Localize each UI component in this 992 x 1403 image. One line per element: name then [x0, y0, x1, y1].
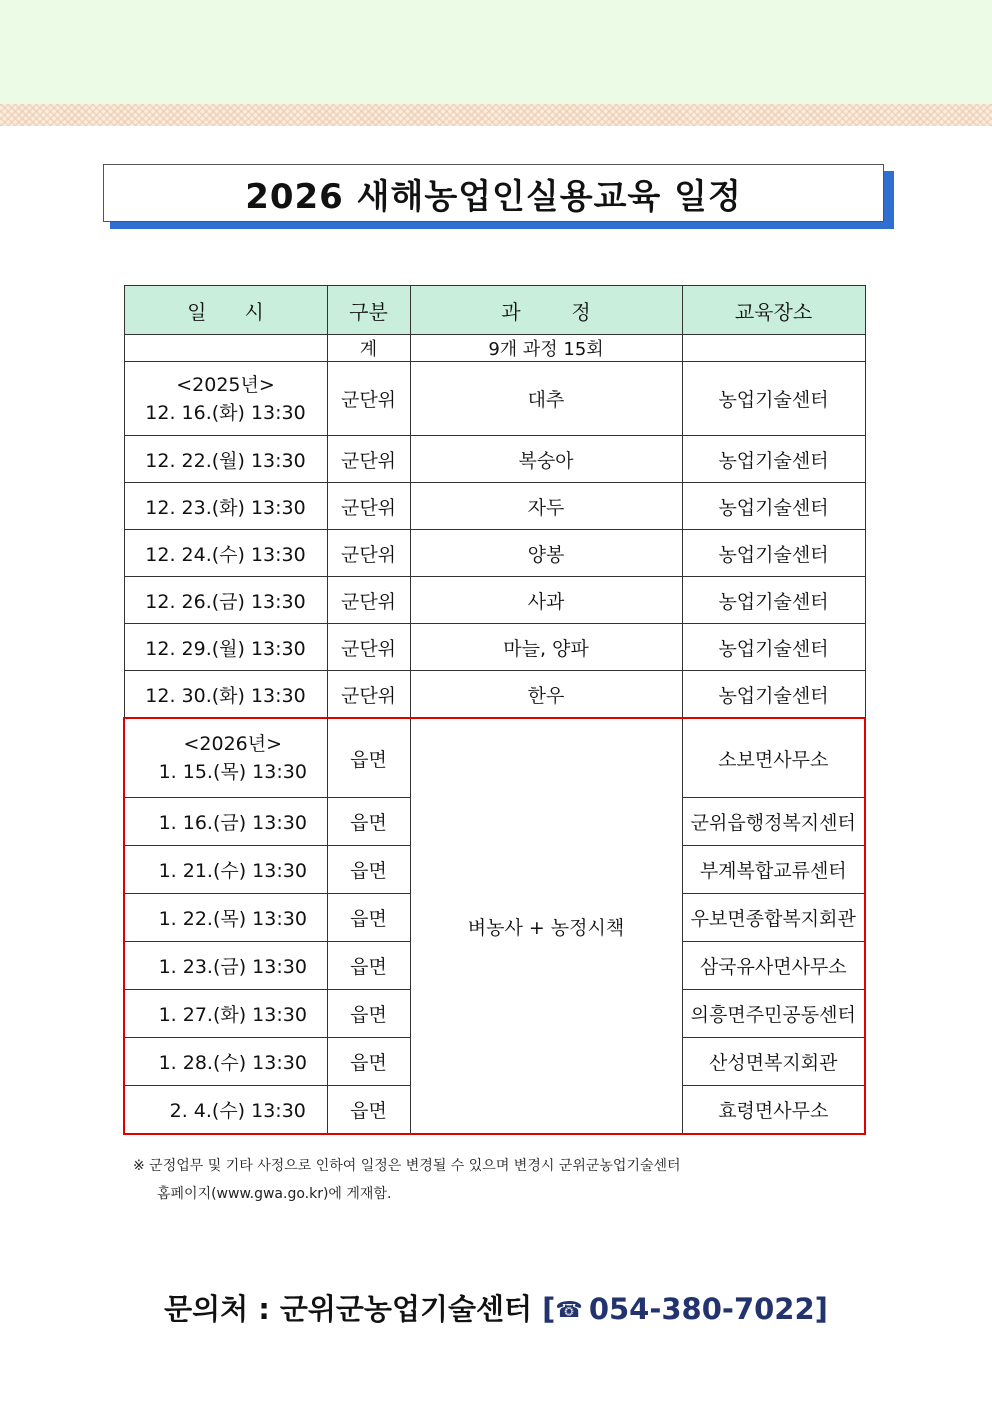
bracket-open: [: [542, 1292, 556, 1326]
top-pattern-strip: [0, 104, 992, 126]
type-cell: 군단위: [327, 436, 410, 483]
place-cell: 산성면복지회관: [682, 1038, 865, 1086]
type-cell: 읍면: [327, 1038, 410, 1086]
date-text: 1. 15.(목) 13:30: [158, 761, 307, 783]
date-cell: [124, 362, 327, 436]
type-cell: 읍면: [327, 718, 410, 798]
phone-number: 054-380-7022: [588, 1292, 815, 1326]
table-row: [124, 624, 865, 671]
date-cell: 12. 29.(월) 13:30: [124, 624, 327, 671]
date-cell: [124, 718, 327, 798]
title-box: [103, 164, 884, 222]
table-row: [124, 577, 865, 624]
type-cell: 군단위: [327, 483, 410, 530]
date-cell: 1. 27.(화) 13:30: [124, 990, 327, 1038]
date-text: 12. 16.(화) 13:30: [145, 401, 306, 424]
place-cell: 농업기술센터: [682, 362, 865, 436]
footnote-line-2: 홈페이지(www.gwa.go.kr)에 게재함.: [157, 1186, 392, 1202]
summary-date: [124, 335, 327, 362]
page-title: 2026 새해농업인실용교육 일정: [245, 176, 742, 217]
table-row: [124, 530, 865, 577]
place-cell: 효령면사무소: [682, 1086, 865, 1135]
table-row: [124, 718, 865, 798]
date-cell: 1. 23.(금) 13:30: [124, 942, 327, 990]
type-cell: 군단위: [327, 671, 410, 719]
course-cell: 마늘, 양파: [410, 624, 682, 671]
date-cell: 1. 21.(수) 13:30: [124, 846, 327, 894]
date-cell: 12. 30.(화) 13:30: [124, 671, 327, 719]
header-type: 구분: [327, 286, 410, 335]
footnote: [133, 1152, 893, 1208]
type-cell: 군단위: [327, 624, 410, 671]
table-row: [124, 483, 865, 530]
place-cell: 군위읍행정복지센터: [682, 798, 865, 846]
place-cell: 농업기술센터: [682, 483, 865, 530]
date-cell: 12. 22.(월) 13:30: [124, 436, 327, 483]
date-cell: 12. 26.(금) 13:30: [124, 577, 327, 624]
date-cell: 2. 4.(수) 13:30: [124, 1086, 327, 1135]
place-cell: 농업기술센터: [682, 530, 865, 577]
date-cell: 1. 22.(목) 13:30: [124, 894, 327, 942]
date-cell: 1. 16.(금) 13:30: [124, 798, 327, 846]
place-cell: 삼국유사면사무소: [682, 942, 865, 990]
place-cell: 농업기술센터: [682, 671, 865, 719]
place-cell: 농업기술센터: [682, 624, 865, 671]
course-cell: 사과: [410, 577, 682, 624]
summary-type: 계: [327, 335, 410, 362]
footnote-line-1: ※ 군정업무 및 기타 사정으로 인하여 일정은 변경될 수 있으며 변경시 군위군농업기술센터: [133, 1158, 681, 1174]
date-cell: 12. 23.(화) 13:30: [124, 483, 327, 530]
type-cell: 읍면: [327, 894, 410, 942]
type-cell: 읍면: [327, 798, 410, 846]
course-cell-rice-policy: 벼농사 + 농정시책: [410, 718, 682, 1134]
place-cell: 부계복합교류센터: [682, 846, 865, 894]
year-label-2026: <2026년>: [183, 733, 283, 755]
place-cell: 의흥면주민공동센터: [682, 990, 865, 1038]
type-cell: 읍면: [327, 942, 410, 990]
contact-info: [0, 1287, 992, 1328]
type-cell: 군단위: [327, 577, 410, 624]
date-cell: 1. 28.(수) 13:30: [124, 1038, 327, 1086]
table-header-row: [124, 286, 865, 335]
bracket-close: ]: [814, 1292, 828, 1326]
table-row: [124, 671, 865, 719]
schedule-table: [123, 285, 866, 1135]
type-cell: 군단위: [327, 362, 410, 436]
contact-label: 문의처 : 군위군농업기술센터: [164, 1292, 533, 1326]
type-cell: 읍면: [327, 1086, 410, 1135]
contact-phone-group: [542, 1292, 828, 1326]
course-cell: 복숭아: [410, 436, 682, 483]
course-cell: 한우: [410, 671, 682, 719]
type-cell: 읍면: [327, 846, 410, 894]
course-cell: 대추: [410, 362, 682, 436]
top-decorative-band: [0, 0, 992, 104]
year-label-2025: <2025년>: [176, 373, 275, 396]
summary-course: 9개 과정 15회: [410, 335, 682, 362]
type-cell: 군단위: [327, 530, 410, 577]
course-cell: 자두: [410, 483, 682, 530]
summary-place: [682, 335, 865, 362]
place-cell: 우보면종합복지회관: [682, 894, 865, 942]
place-cell: 농업기술센터: [682, 436, 865, 483]
table-row: [124, 362, 865, 436]
table-row: [124, 436, 865, 483]
place-cell: 소보면사무소: [682, 718, 865, 798]
summary-row: [124, 335, 865, 362]
place-cell: 농업기술센터: [682, 577, 865, 624]
phone-icon: ☎: [555, 1298, 583, 1323]
header-place: 교육장소: [682, 286, 865, 335]
course-cell: 양봉: [410, 530, 682, 577]
header-course: 과 정: [410, 286, 682, 335]
date-cell: 12. 24.(수) 13:30: [124, 530, 327, 577]
header-date: 일 시: [124, 286, 327, 335]
type-cell: 읍면: [327, 990, 410, 1038]
